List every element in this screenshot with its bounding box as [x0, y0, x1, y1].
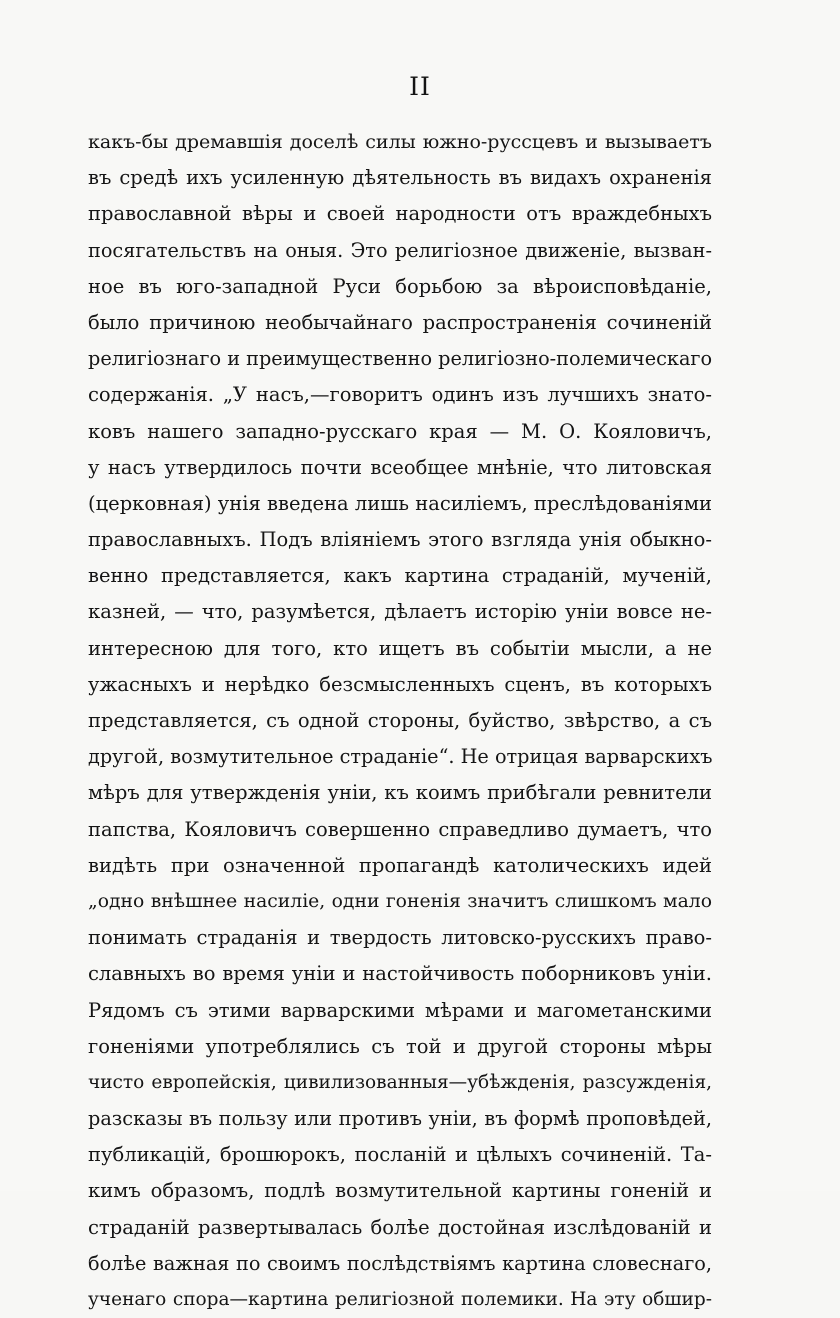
text-line: кимъ образомъ, подлѣ возмутительной картины гоненій и [88, 1179, 712, 1203]
text-line: мѣръ для утвержденія уніи, къ коимъ прибѣгали ревнители [88, 781, 712, 805]
text-line: „одно внѣшнее насиліе, одни гоненія значитъ слишкомъ мало [88, 890, 712, 912]
text-line: публикацій, брошюрокъ, посланій и цѣлыхъ сочиненій. Та- [88, 1143, 712, 1167]
text-line: ковъ нашего западно-русскаго края — М. О. Кояловичъ, [88, 419, 712, 443]
body-text [88, 124, 712, 1318]
text-line: папства, Кояловичъ совершенно справедливо думаетъ, что [88, 817, 712, 841]
page-number: II [409, 72, 431, 101]
text-line: какъ-бы дремавшія доселѣ силы южно-руссцевъ и вызываетъ [88, 131, 712, 153]
text-line: въ средѣ ихъ усиленную дѣятельность въ видахъ охраненія [88, 166, 712, 190]
text-line: понимать страданія и твердость литовско-русскихъ право- [88, 926, 712, 950]
text-line: посягательствъ на оныя. Это религіозное движеніе, вызван- [88, 238, 712, 262]
text-line: религіознаго и преимущественно религіозно-полемическаго [88, 347, 713, 371]
text-line: ужасныхъ и нерѣдко безсмысленныхъ сценъ, въ которыхъ [88, 672, 712, 696]
text-line: казней, — что, разумѣется, дѣлаетъ исторію уніи вовсе не- [88, 600, 712, 624]
text-line: славныхъ во время уніи и настойчивость поборниковъ уніи. [88, 962, 712, 986]
text-line: венно представляется, какъ картина страданій, мученій, [88, 564, 712, 588]
text-line: представляется, съ одной стороны, буйство, звѣрство, а съ [88, 709, 712, 732]
text-line: православной вѣры и своей народности отъ враждебныхъ [88, 202, 712, 226]
text-line: ученаго спора—картина религіозной полемики. На эту обшир- [88, 1289, 712, 1310]
text-line: гоненіями употреблялись съ той и другой стороны мѣры [88, 1034, 712, 1058]
text-line: интересною для того, кто ищетъ въ событіи мысли, а не [88, 636, 712, 660]
text-line: разсказы въ пользу или противъ уніи, въ формѣ проповѣдей, [88, 1107, 712, 1131]
text-line: было причиною необычайнаго распространенія сочиненій [88, 310, 712, 334]
text-line: (церковная) унія введена лишь насиліемъ, преслѣдованіями [88, 491, 713, 515]
text-line: у насъ утвердилось почти всеобщее мнѣніе, что литовская [88, 455, 712, 479]
text-line: чисто европейскія, цивилизованныя—убѣжденія, разсужденія, [88, 1071, 712, 1093]
text-line: ное въ юго-западной Руси борьбою за вѣроисповѣданіе, [88, 274, 712, 298]
text-line: православныхъ. Подъ вліяніемъ этого взгляда унія обыкно- [88, 528, 712, 552]
text-line: содержанія. „У насъ,—говоритъ одинъ изъ лучшихъ знато- [88, 383, 712, 407]
text-line: Рядомъ съ этими варварскими мѣрами и магометанскими [88, 998, 712, 1022]
text-line: болѣе важная по своимъ послѣдствіямъ картина словеснаго, [88, 1251, 712, 1275]
text-line: страданій развертывалась болѣе достойная изслѣдованій и [88, 1215, 712, 1239]
text-line: видѣть при означенной пропагандѣ католическихъ идей [88, 853, 712, 877]
text-line: другой, возмутительное страданіе“. Не отрицая варварскихъ [88, 745, 713, 769]
